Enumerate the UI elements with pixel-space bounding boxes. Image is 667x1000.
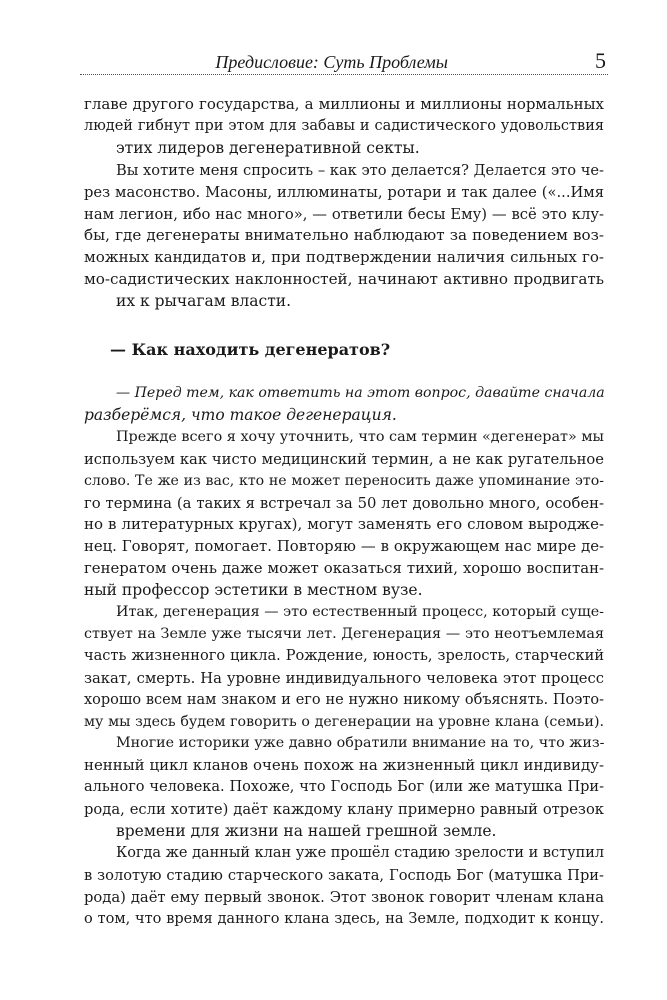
running-title: Предисловие: Суть Проблемы	[215, 52, 448, 72]
text-line: людей гибнут при этом для забавы и садистического удовольствия	[84, 117, 604, 134]
text-line: го термина (а таких я встречал за 50 лет довольно много, особен-	[84, 494, 604, 512]
text-line: используем как чисто медицинский термин, а не как ругательное	[84, 450, 604, 468]
paragraph-5	[84, 602, 604, 733]
page-number: 5	[595, 48, 606, 73]
text-line: генератом очень даже может оказаться тихий, хорошо воспитан-	[84, 559, 604, 578]
text-line: закат, смерть. На уровне индивидуального человека этот процесс	[84, 669, 604, 687]
text-line: Итак, дегенерация — это естественный процесс, который суще-	[116, 604, 605, 621]
text-line: Прежде всего я хочу уточнить, что сам термин «дегенерат» мы	[116, 428, 604, 445]
paragraph-7	[84, 843, 604, 931]
text-line: можных кандидатов и, при подтверждении наличия сильных го-	[84, 248, 604, 267]
text-line: бы, где дегенераты внимательно наблюдают за поведением воз-	[84, 226, 604, 245]
paragraph-1	[84, 94, 604, 160]
text-line: часть жизненного цикла. Рождение, юность, зрелость, старческий	[84, 647, 604, 664]
text-line: слово. Те же из вас, кто не может переносить даже упоминание это-	[84, 472, 604, 489]
paragraph-question	[84, 383, 604, 427]
text-line: этих лидеров дегенеративной секты.	[116, 138, 420, 157]
text-line: о том, что время данного клана здесь, на Земле, подходит к концу.	[84, 910, 604, 927]
text-line: Когда же данный клан уже прошёл стадию зрелости и вступил	[116, 845, 605, 861]
text-line: главе другого государства, а миллионы и миллионы нормальных	[84, 95, 604, 113]
text-line: Многие историки уже давно обратили внимание на то, что жиз-	[116, 735, 605, 752]
running-header	[80, 50, 608, 75]
text-line: ствует на Земле уже тысячи лет. Дегенерация — это неотъемлемая	[84, 625, 604, 642]
text-line: разберёмся, что такое дегенерация.	[84, 405, 397, 424]
text-line: Вы хотите меня спросить – как это делается? Делается это че-	[116, 161, 604, 179]
paragraph-2	[84, 160, 604, 313]
text-line: ального человека. Похоже, что Господь Бог (или же матушка При-	[84, 779, 604, 796]
text-line: хорошо всем нам знаком и его не нужно никому объяснять. Поэто-	[84, 691, 604, 708]
text-line: нам легион, ибо нас много», — ответили бесы Ему) — всё это клу-	[84, 205, 604, 223]
text-line: их к рычагам власти.	[116, 292, 292, 311]
text-line: времени для жизни на нашей грешной земле.	[116, 822, 497, 841]
text-line: рода) даёт ему первый звонок. Этот звонок говорит членам клана	[84, 888, 604, 906]
text-line: рез масонство. Масоны, иллюминаты, ротари и так далее («...Имя	[84, 183, 604, 201]
text-line: нец. Говорят, помогает. Повторяю — в окружающем нас мире де-	[84, 538, 604, 556]
text-line: но в литературных кругах), могут заменять его словом выродже-	[84, 515, 604, 534]
section-heading: — Как находить дегенератов?	[110, 340, 391, 360]
text-line: рода, если хотите) даёт каждому клану примерно равный отрезок	[84, 801, 604, 819]
text-line: ненный цикл кланов очень похож на жизненный цикл индивиду-	[84, 756, 604, 775]
text-line: в золотую стадию старческого заката, Господь Бог (матушка При-	[84, 866, 604, 884]
body-text	[84, 94, 604, 931]
text-line: му мы здесь будем говорить о дегенерации на уровне клана (семьи).	[84, 713, 604, 730]
paragraph-4	[84, 427, 604, 602]
paragraph-6	[84, 733, 604, 843]
text-line: — Перед тем, как ответить на этот вопрос, давайте сначала	[116, 384, 605, 401]
text-line: ный профессор эстетики в местном вузе.	[84, 581, 423, 600]
text-line: мо-садистических наклонностей, начинают активно продвигать	[84, 270, 604, 289]
